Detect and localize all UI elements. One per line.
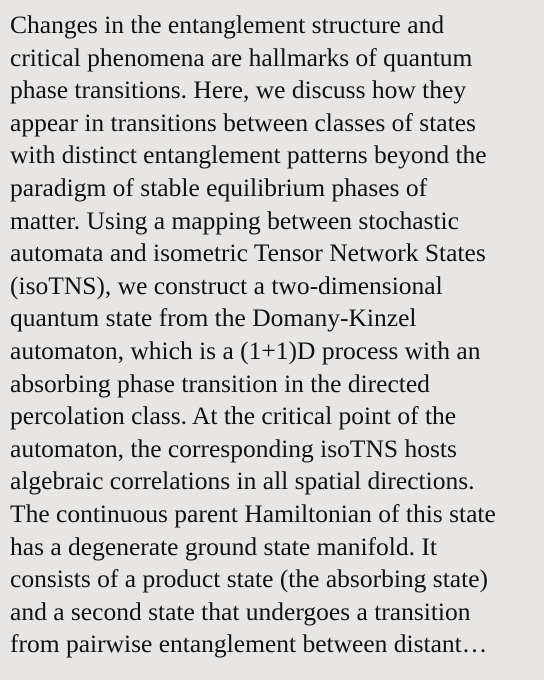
abstract-line: has a degenerate ground state manifold. It: [10, 531, 437, 561]
abstract-line: appear in transitions between classes of states: [10, 107, 476, 137]
abstract-line: automata and isometric Tensor Network States: [10, 238, 486, 268]
abstract-line: paradigm of stable equilibrium phases of: [10, 172, 428, 202]
abstract-line: (isoTNS), we construct a two-dimensional: [10, 270, 443, 300]
abstract-line: critical phenomena are hallmarks of quantum: [10, 42, 473, 72]
abstract-line: consists of a product state (the absorbing state): [10, 564, 489, 594]
abstract-line: matter. Using a mapping between stochastic: [10, 205, 459, 235]
abstract-line: algebraic correlations in all spatial directions.: [10, 466, 475, 496]
abstract-line: phase transitions. Here, we discuss how they: [10, 75, 467, 105]
abstract-line: absorbing phase transition in the directed: [10, 368, 430, 398]
abstract-line: automaton, the corresponding isoTNS hosts: [10, 433, 457, 463]
abstract-line: percolation class. At the critical point of the: [10, 401, 457, 431]
abstract-line: with distinct entanglement patterns beyond the: [10, 140, 487, 170]
abstract-line: The continuous parent Hamiltonian of this state: [10, 498, 496, 528]
abstract-text: [10, 9, 536, 661]
abstract-line: automaton, which is a (1+1)D process with an: [10, 335, 481, 365]
abstract-line: from pairwise entanglement between distant…: [10, 629, 488, 659]
abstract-line: quantum state from the Domany-Kinzel: [10, 303, 417, 333]
abstract-line: and a second state that undergoes a transition: [10, 596, 471, 626]
abstract-line: Changes in the entanglement structure and: [10, 10, 445, 39]
